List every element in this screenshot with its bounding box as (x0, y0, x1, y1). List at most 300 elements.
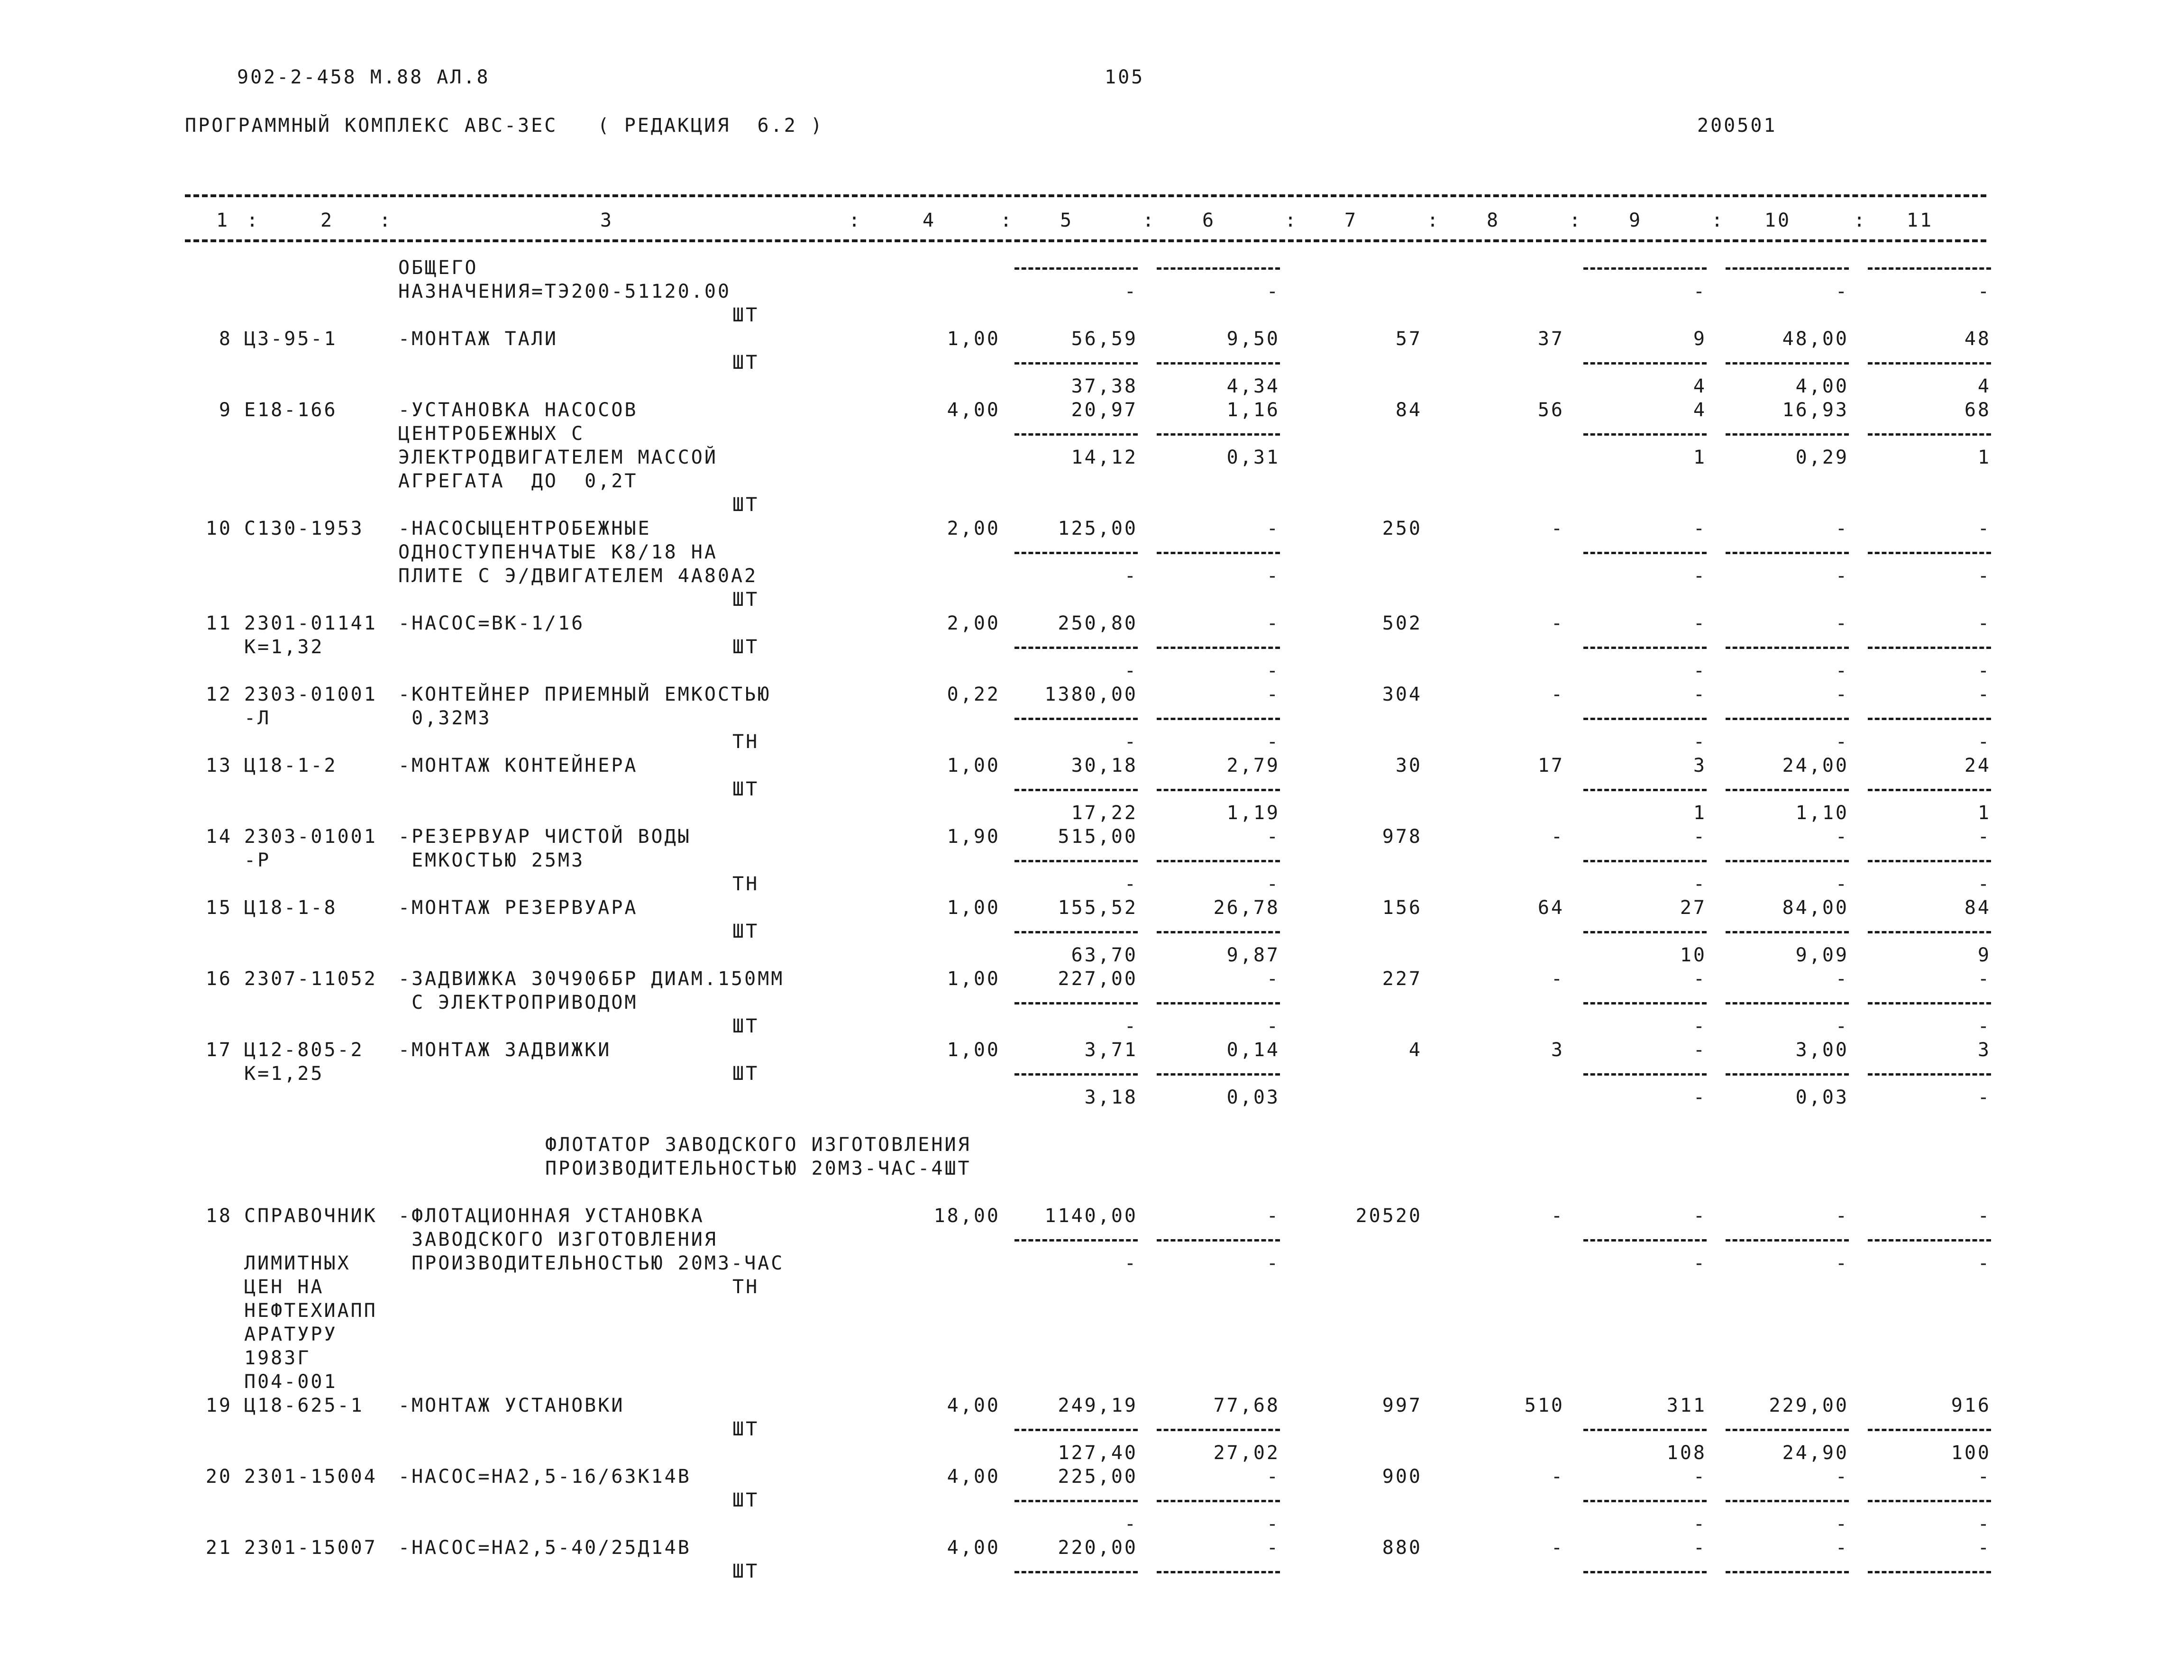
dashed-subtotal-rule (1157, 931, 1280, 933)
dashed-subtotal-rule (1868, 267, 1991, 270)
item-number: 12 (205, 684, 232, 705)
dashed-subtotal-rule (1157, 433, 1280, 436)
dashed-subtotal-rule (1868, 931, 1991, 933)
machine-operation: - (1693, 612, 1707, 634)
dashed-subtotal-rule (1868, 362, 1991, 365)
document-code: 902-2-458 М.88 АЛ.8 (237, 66, 490, 88)
labor-hours-total: - (1977, 1015, 1991, 1037)
labor-hours-unit: 4,00 (1795, 375, 1849, 397)
machine-operation: - (1693, 731, 1707, 753)
labor-hours-unit: - (1835, 968, 1849, 990)
item-number: 21 (205, 1537, 232, 1559)
labor-hours-total: 9 (1977, 944, 1991, 966)
unit-wages: - (1266, 660, 1280, 682)
total-wages: - (1551, 968, 1564, 990)
table-line (0, 1417, 2184, 1441)
unit-of-measure: ШТ (732, 778, 759, 800)
total-cost: 502 (1382, 612, 1422, 634)
unit-cost: 1140,00 (1044, 1205, 1138, 1227)
item-description: -МОНТАЖ ЗАДВИЖКИ (398, 1039, 612, 1061)
section-title: ФЛОТАТОР ЗАВОДСКОГО ИЗГОТОВЛЕНИЯ (545, 1134, 971, 1156)
table-line (0, 351, 2184, 374)
labor-hours-total: 100 (1951, 1442, 1991, 1464)
table-line (0, 374, 2184, 398)
unit-cost: - (1124, 1252, 1138, 1274)
unit-wages: 9,50 (1226, 328, 1280, 350)
machine-operation: 10 (1680, 944, 1707, 966)
unit-cost: 17,22 (1071, 802, 1138, 824)
labor-hours-total: 916 (1951, 1395, 1991, 1416)
dashed-subtotal-rule (1868, 433, 1991, 436)
dashed-subtotal-rule (1157, 718, 1280, 720)
unit-cost: 30,18 (1071, 755, 1138, 776)
table-line (0, 1251, 2184, 1275)
labor-hours-total: - (1977, 660, 1991, 682)
unit-wages: - (1266, 731, 1280, 753)
labor-hours-total: - (1977, 281, 1991, 302)
total-cost: 880 (1382, 1537, 1422, 1559)
labor-hours-unit: 0,29 (1795, 447, 1849, 468)
item-description: -НАСОС=ВК-1/16 (398, 612, 585, 634)
machine-operation: - (1693, 968, 1707, 990)
table-line (0, 1346, 2184, 1370)
unit-of-measure: ШТ (732, 1561, 759, 1582)
table-line (0, 446, 2184, 469)
quantity: 4,00 (947, 1466, 1000, 1488)
table-line (0, 1512, 2184, 1536)
item-code: 1983Г (244, 1347, 311, 1369)
unit-cost: 220,00 (1058, 1537, 1138, 1559)
machine-operation: - (1693, 1466, 1707, 1488)
dashed-subtotal-rule (1014, 931, 1138, 933)
labor-hours-total: 48 (1964, 328, 1991, 350)
machine-operation: 27 (1680, 897, 1707, 919)
item-code: Ц18-1-2 (244, 755, 338, 776)
item-code: 2303-01001 (244, 826, 377, 848)
table-line (0, 943, 2184, 967)
labor-hours-unit: - (1835, 565, 1849, 587)
machine-operation: - (1693, 1015, 1707, 1037)
labor-hours-unit: 3,00 (1795, 1039, 1849, 1061)
item-description: -НАСОСЫЦЕНТРОБЕЖНЫЕ (398, 518, 651, 539)
unit-wages: - (1266, 1513, 1280, 1535)
column-separator: : (1285, 210, 1298, 231)
item-description: -ФЛОТАЦИОННАЯ УСТАНОВКА (398, 1205, 704, 1227)
item-description: ЦЕНТРОБЕЖНЫХ С (398, 423, 585, 445)
item-description: ЭЛЕКТРОДВИГАТЕЛЕМ МАССОЙ (398, 447, 718, 468)
labor-hours-total: - (1977, 612, 1991, 634)
quantity: 4,00 (947, 399, 1000, 421)
labor-hours-unit: - (1835, 1015, 1849, 1037)
table-line (0, 991, 2184, 1014)
item-code: Ц18-1-8 (244, 897, 338, 919)
quantity: 2,00 (947, 518, 1000, 539)
labor-hours-unit: - (1835, 1205, 1849, 1227)
column-separator: : (849, 210, 862, 231)
item-description: ПРОИЗВОДИТЕЛЬНОСТЬЮ 20М3-ЧАС (398, 1252, 785, 1274)
column-separator: : (1427, 210, 1441, 231)
machine-operation: - (1693, 281, 1707, 302)
table-line (0, 1086, 2184, 1109)
dashed-subtotal-rule (1014, 433, 1138, 436)
unit-wages: 4,34 (1226, 375, 1280, 397)
table-line (0, 1180, 2184, 1204)
dashed-subtotal-rule (1868, 552, 1991, 554)
table-line (0, 754, 2184, 777)
unit-cost: - (1124, 731, 1138, 753)
dashed-subtotal-rule (1726, 1500, 1849, 1502)
labor-hours-unit: - (1835, 684, 1849, 705)
unit-wages: - (1266, 826, 1280, 848)
unit-cost: 3,71 (1084, 1039, 1138, 1061)
total-cost: 4 (1408, 1039, 1422, 1061)
item-number: 20 (205, 1466, 232, 1488)
dashed-subtotal-rule (1157, 1002, 1280, 1004)
item-code: 2301-15004 (244, 1466, 377, 1488)
unit-wages: - (1266, 873, 1280, 895)
dashed-subtotal-rule (1157, 552, 1280, 554)
machine-operation: 9 (1693, 328, 1707, 350)
dashed-subtotal-rule (1868, 647, 1991, 649)
unit-wages: - (1266, 612, 1280, 634)
unit-cost: 14,12 (1071, 447, 1138, 468)
dashed-subtotal-rule (1583, 718, 1707, 720)
dashed-subtotal-rule (1583, 362, 1707, 365)
dashed-subtotal-rule (1583, 1239, 1707, 1242)
total-cost: 156 (1382, 897, 1422, 919)
item-description: ОДНОСТУПЕНЧАТЫЕ К8/18 НА (398, 541, 718, 563)
labor-hours-unit: 1,10 (1795, 802, 1849, 824)
dashed-subtotal-rule (1583, 931, 1707, 933)
item-code: Ц12-805-2 (244, 1039, 364, 1061)
item-description: -МОНТАЖ ТАЛИ (398, 328, 558, 350)
labor-hours-unit: - (1835, 826, 1849, 848)
unit-cost: 227,00 (1058, 968, 1138, 990)
machine-operation: 311 (1666, 1395, 1707, 1416)
item-number: 10 (205, 518, 232, 539)
dashed-subtotal-rule (1014, 860, 1138, 862)
dashed-subtotal-rule (1157, 362, 1280, 365)
table-line (0, 1133, 2184, 1157)
table-line (0, 1536, 2184, 1560)
table-line (0, 422, 2184, 446)
unit-cost: 155,52 (1058, 897, 1138, 919)
dashed-subtotal-rule (1583, 552, 1707, 554)
total-wages: 17 (1537, 755, 1564, 776)
unit-cost: 225,00 (1058, 1466, 1138, 1488)
table-line (0, 872, 2184, 896)
dashed-subtotal-rule (1726, 789, 1849, 791)
dashed-subtotal-rule (1157, 789, 1280, 791)
unit-cost: 125,00 (1058, 518, 1138, 539)
unit-of-measure: ШТ (732, 636, 759, 658)
labor-hours-unit: - (1835, 1252, 1849, 1274)
table-line (0, 303, 2184, 327)
table-line (0, 1370, 2184, 1394)
item-description: -УСТАНОВКА НАСОСОВ (398, 399, 638, 421)
item-code: Ц3-95-1 (244, 328, 338, 350)
dashed-subtotal-rule (1014, 718, 1138, 720)
machine-operation: - (1693, 565, 1707, 587)
unit-of-measure: ШТ (732, 1063, 759, 1085)
dashed-subtotal-rule (1868, 718, 1991, 720)
labor-hours-total: - (1977, 873, 1991, 895)
dashed-subtotal-rule (1157, 647, 1280, 649)
item-description: С ЭЛЕКТРОПРИВОДОМ (398, 992, 638, 1013)
machine-operation: - (1693, 1252, 1707, 1274)
unit-wages: 26,78 (1213, 897, 1280, 919)
column-number-8: 8 (1486, 210, 1500, 231)
unit-wages: 2,79 (1226, 755, 1280, 776)
total-wages: 3 (1551, 1039, 1564, 1061)
item-number: 8 (219, 328, 232, 350)
labor-hours-total: - (1977, 1087, 1991, 1108)
labor-hours-total: - (1977, 518, 1991, 539)
column-number-6: 6 (1202, 210, 1216, 231)
unit-wages: - (1266, 565, 1280, 587)
labor-hours-total: 4 (1977, 375, 1991, 397)
dashed-subtotal-rule (1583, 433, 1707, 436)
total-cost: 30 (1395, 755, 1422, 776)
column-separator: : (1142, 210, 1156, 231)
dashed-subtotal-rule (1014, 552, 1138, 554)
dashed-subtotal-rule (1868, 1500, 1991, 1502)
item-description: -НАСОС=НА2,5-16/63К14В (398, 1466, 691, 1488)
machine-operation: - (1693, 1205, 1707, 1227)
labor-hours-unit: 16,93 (1782, 399, 1849, 421)
machine-operation: - (1693, 1087, 1707, 1108)
item-code: ЛИМИТНЫХ (244, 1252, 351, 1274)
dashed-subtotal-rule (1583, 267, 1707, 270)
labor-hours-total: - (1977, 1205, 1991, 1227)
total-wages: 56 (1537, 399, 1564, 421)
table-body (0, 256, 2184, 1583)
dashed-subtotal-rule (1157, 267, 1280, 270)
machine-operation: 108 (1666, 1442, 1707, 1464)
unit-wages: - (1266, 281, 1280, 302)
dashed-subtotal-rule (1014, 267, 1138, 270)
total-cost: 84 (1395, 399, 1422, 421)
table-line (0, 398, 2184, 422)
labor-hours-total: 1 (1977, 802, 1991, 824)
dashed-subtotal-rule (1868, 1073, 1991, 1076)
table-line (0, 1157, 2184, 1180)
unit-cost: 127,40 (1058, 1442, 1138, 1464)
item-description: -КОНТЕЙНЕР ПРИЕМНЫЙ ЕМКОСТЬЮ (398, 684, 771, 705)
labor-hours-total: - (1977, 1537, 1991, 1559)
table-line (0, 1299, 2184, 1323)
unit-wages: 77,68 (1213, 1395, 1280, 1416)
machine-operation: - (1693, 1513, 1707, 1535)
total-wages: - (1551, 1537, 1564, 1559)
machine-operation: - (1693, 873, 1707, 895)
item-description: -НАСОС=НА2,5-40/25Д14В (398, 1537, 691, 1559)
labor-hours-unit: 0,03 (1795, 1087, 1849, 1108)
dashed-subtotal-rule (1868, 1239, 1991, 1242)
quantity: 1,00 (947, 755, 1000, 776)
dashed-subtotal-rule (1726, 1073, 1849, 1076)
dashed-subtotal-rule (1726, 860, 1849, 862)
column-number-11: 11 (1906, 210, 1934, 231)
dashed-subtotal-rule (1014, 1002, 1138, 1004)
table-line (0, 517, 2184, 540)
column-separator: : (247, 210, 260, 231)
column-separator: : (1569, 210, 1583, 231)
unit-cost: - (1124, 873, 1138, 895)
table-line (0, 1560, 2184, 1583)
machine-operation: - (1693, 1039, 1707, 1061)
column-number-5: 5 (1060, 210, 1074, 231)
item-description: ОБЩЕГО (398, 257, 478, 279)
item-description: 0,32М3 (398, 707, 492, 729)
table-line (0, 1394, 2184, 1417)
item-description: АГРЕГАТА ДО 0,2Т (398, 470, 638, 492)
item-code: Ц18-625-1 (244, 1395, 364, 1416)
dashed-subtotal-rule (1726, 1429, 1849, 1431)
machine-operation: 1 (1693, 447, 1707, 468)
machine-operation: 1 (1693, 802, 1707, 824)
dashed-subtotal-rule (1583, 1073, 1707, 1076)
table-line (0, 920, 2184, 943)
dashed-subtotal-rule (1014, 1429, 1138, 1431)
total-cost: 57 (1395, 328, 1422, 350)
total-cost: 227 (1382, 968, 1422, 990)
labor-hours-unit: 84,00 (1782, 897, 1849, 919)
item-code: ЦЕН НА (244, 1276, 324, 1298)
table-line (0, 588, 2184, 612)
item-description: -ЗАДВИЖКА 30Ч906БР ДИАМ.150ММ (398, 968, 785, 990)
unit-of-measure: ШТ (732, 1015, 759, 1037)
dashed-subtotal-rule (1157, 1500, 1280, 1502)
machine-operation: 4 (1693, 375, 1707, 397)
total-cost: 304 (1382, 684, 1422, 705)
dashed-subtotal-rule (1726, 931, 1849, 933)
unit-of-measure: ТН (732, 873, 759, 895)
item-code: К=1,25 (244, 1063, 324, 1085)
section-title: ПРОИЗВОДИТЕЛЬНОСТЬЮ 20М3-ЧАС-4ШТ (545, 1158, 971, 1179)
dashed-subtotal-rule (1157, 1429, 1280, 1431)
quantity: 1,90 (947, 826, 1000, 848)
table-top-rule (185, 194, 1986, 197)
labor-hours-total: - (1977, 1466, 1991, 1488)
dashed-subtotal-rule (1014, 362, 1138, 365)
labor-hours-total: - (1977, 1252, 1991, 1274)
unit-of-measure: ШТ (732, 1418, 759, 1440)
item-number: 14 (205, 826, 232, 848)
item-number: 11 (205, 612, 232, 634)
quantity: 1,00 (947, 968, 1000, 990)
labor-hours-total: - (1977, 565, 1991, 587)
labor-hours-total: 84 (1964, 897, 1991, 919)
item-code: АРАТУРУ (244, 1324, 338, 1345)
item-description: ПЛИТЕ С Э/ДВИГАТЕЛЕМ 4А80А2 (398, 565, 758, 587)
table-line (0, 1488, 2184, 1512)
table-line (0, 256, 2184, 280)
labor-hours-unit: - (1835, 873, 1849, 895)
dashed-subtotal-rule (1157, 860, 1280, 862)
dashed-subtotal-rule (1868, 1571, 1991, 1573)
table-line (0, 612, 2184, 635)
column-number-10: 10 (1764, 210, 1791, 231)
dashed-subtotal-rule (1726, 362, 1849, 365)
column-number-2: 2 (320, 210, 334, 231)
labor-hours-total: - (1977, 968, 1991, 990)
quantity: 1,00 (947, 1039, 1000, 1061)
table-line (0, 1062, 2184, 1086)
total-wages: - (1551, 1205, 1564, 1227)
item-number: 9 (219, 399, 232, 421)
unit-cost: 3,18 (1084, 1087, 1138, 1108)
item-number: 19 (205, 1395, 232, 1416)
labor-hours-unit: 229,00 (1769, 1395, 1849, 1416)
machine-operation: - (1693, 684, 1707, 705)
unit-cost: 63,70 (1071, 944, 1138, 966)
labor-hours-total: 68 (1964, 399, 1991, 421)
machine-operation: 3 (1693, 755, 1707, 776)
table-line (0, 1441, 2184, 1465)
item-description: НАЗНАЧЕНИЯ=ТЭ200-51120.00 (398, 281, 731, 302)
table-line (0, 967, 2184, 991)
page-number: 105 (1105, 66, 1145, 88)
dashed-subtotal-rule (1726, 1571, 1849, 1573)
unit-of-measure: ШТ (732, 352, 759, 374)
dashed-subtotal-rule (1157, 1571, 1280, 1573)
dashed-subtotal-rule (1583, 860, 1707, 862)
quantity: 2,00 (947, 612, 1000, 634)
table-line (0, 1228, 2184, 1251)
table-line (0, 327, 2184, 351)
item-code: 2303-01001 (244, 684, 377, 705)
total-wages: - (1551, 684, 1564, 705)
table-line (0, 280, 2184, 303)
labor-hours-unit: - (1835, 612, 1849, 634)
unit-cost: - (1124, 281, 1138, 302)
item-number: 17 (205, 1039, 232, 1061)
item-code: К=1,32 (244, 636, 324, 658)
total-wages: 37 (1537, 328, 1564, 350)
dashed-subtotal-rule (1726, 267, 1849, 270)
total-wages: - (1551, 1466, 1564, 1488)
table-line (0, 849, 2184, 872)
unit-cost: 56,59 (1071, 328, 1138, 350)
labor-hours-total: 1 (1977, 447, 1991, 468)
quantity: 1,00 (947, 897, 1000, 919)
dashed-subtotal-rule (1868, 860, 1991, 862)
item-code: 2301-15007 (244, 1537, 377, 1559)
labor-hours-total: - (1977, 1513, 1991, 1535)
unit-wages: - (1266, 1537, 1280, 1559)
unit-wages: - (1266, 1015, 1280, 1037)
column-number-3: 3 (600, 210, 614, 231)
unit-wages: 1,19 (1226, 802, 1280, 824)
table-line (0, 1465, 2184, 1488)
total-cost: 20520 (1355, 1205, 1422, 1227)
unit-wages: 27,02 (1213, 1442, 1280, 1464)
unit-cost: 37,38 (1071, 375, 1138, 397)
labor-hours-unit: - (1835, 1537, 1849, 1559)
quantity: 18,00 (933, 1205, 1000, 1227)
dashed-subtotal-rule (1014, 1571, 1138, 1573)
column-number-7: 7 (1344, 210, 1358, 231)
column-number-9: 9 (1628, 210, 1643, 231)
labor-hours-total: 3 (1977, 1039, 1991, 1061)
unit-of-measure: ШТ (732, 494, 759, 516)
total-wages: - (1551, 518, 1564, 539)
unit-wages: 1,16 (1226, 399, 1280, 421)
table-line (0, 564, 2184, 588)
machine-operation: 4 (1693, 399, 1707, 421)
dashed-subtotal-rule (1726, 1002, 1849, 1004)
